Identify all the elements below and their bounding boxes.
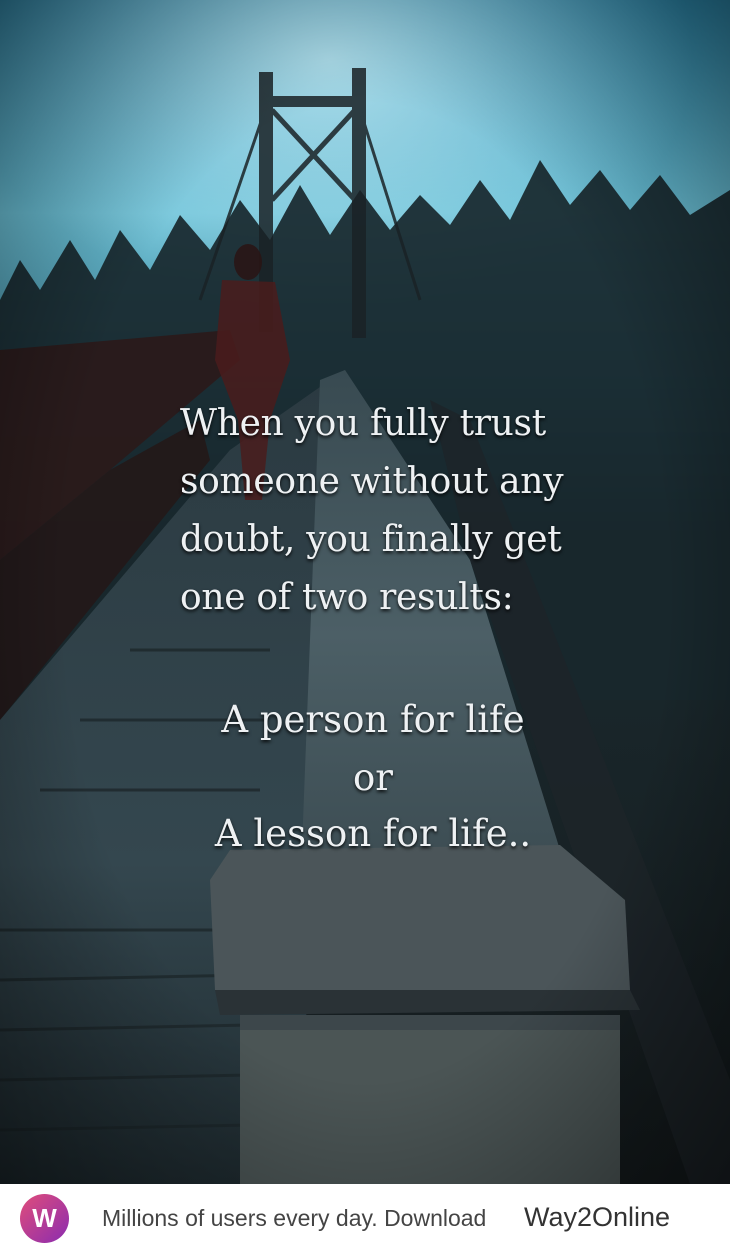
way2online-logo[interactable]: [20, 1194, 69, 1243]
quote-line-4: one of two results:: [180, 577, 514, 618]
banner-tagline[interactable]: Millions of users every day. Download: [102, 1205, 487, 1231]
quote-line-1: When you fully trust: [180, 403, 546, 444]
connector-or: or: [353, 756, 393, 799]
quote-line-3: doubt, you finally get: [180, 519, 562, 560]
quote-line-2: someone without any: [180, 461, 564, 502]
outcome-lesson: A lesson for life..: [214, 812, 532, 855]
brand-name[interactable]: Way2Online: [524, 1202, 671, 1232]
outcome-person: A person for life: [221, 698, 525, 741]
logo-letter: W: [32, 1203, 57, 1233]
